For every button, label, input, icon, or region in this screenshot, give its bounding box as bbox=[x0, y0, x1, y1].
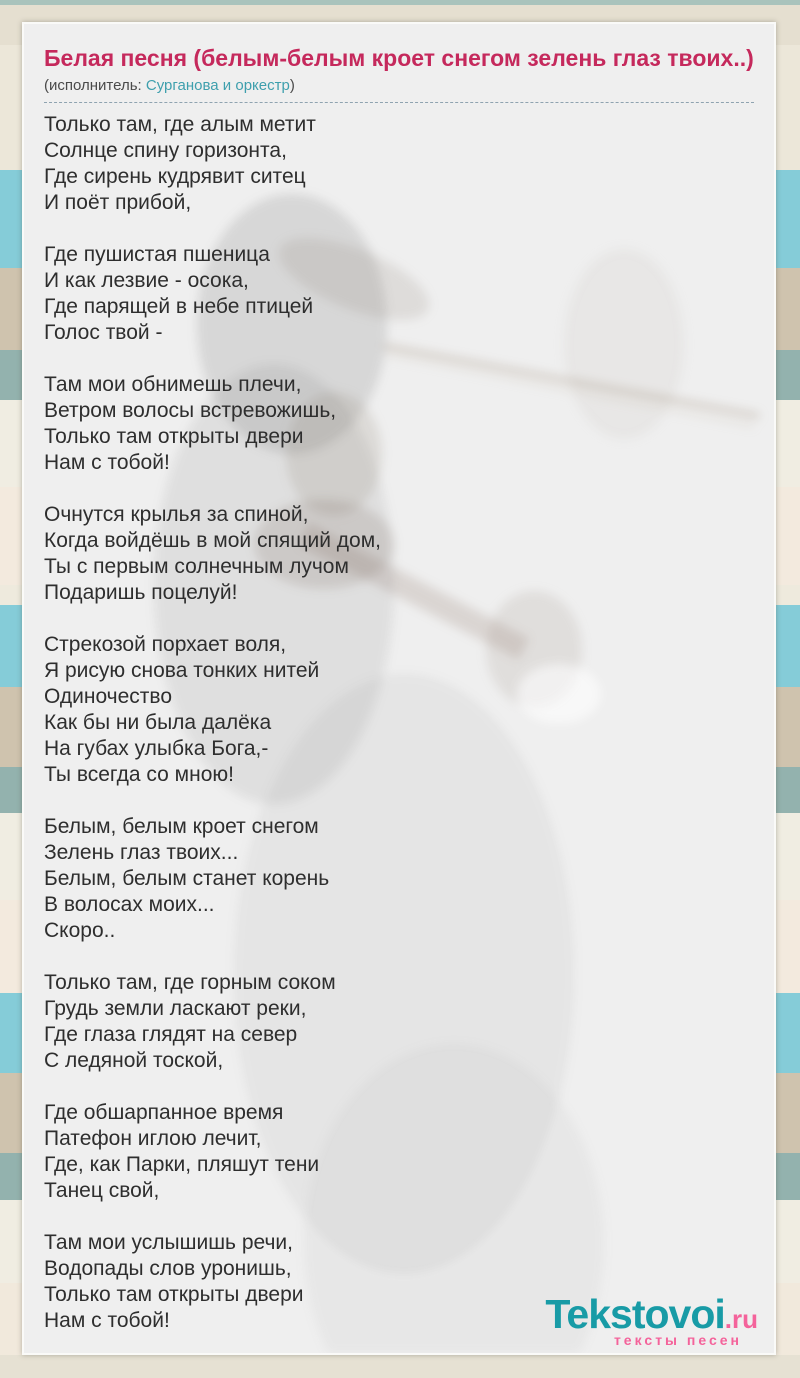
lyrics-stanza: Только там, где алым метит Солнце спину горизонта, Где сирень кудрявит ситец И поёт прибой, bbox=[44, 113, 316, 214]
lyrics-card bbox=[22, 22, 776, 1355]
logo-text: Tekstovoi bbox=[545, 1291, 725, 1337]
lyrics-stanza: Белым, белым кроет снегом Зелень глаз твоих... Белым, белым станет корень В волосах моих... Скоро.. bbox=[44, 815, 330, 942]
lyrics-stanza: Стрекозой порхает воля, Я рисую снова тонких нитей Одиночество Как бы ни была далёка На губах улыбка Бога,- Ты всегда со мною! bbox=[44, 633, 320, 786]
logo-tagline: тексты песен bbox=[613, 1332, 742, 1348]
logo-tld: .ru bbox=[724, 1304, 758, 1334]
lyrics-stanza: Там мои услышишь речи, Водопады слов уронишь, Только там открыты двери Нам с тобой! bbox=[44, 1231, 304, 1332]
lyrics-stanza: Где обшарпанное время Патефон иглою лечит, Где, как Парки, пляшут тени Танец свой, bbox=[44, 1101, 320, 1202]
artist-line bbox=[44, 74, 754, 103]
artist-suffix: ) bbox=[289, 77, 295, 94]
artist-link[interactable]: Сурганова и оркестр bbox=[145, 77, 290, 94]
tekstovoi-logo[interactable] bbox=[545, 1291, 758, 1349]
lyrics-text bbox=[44, 103, 754, 1334]
song-title: Белая песня (белым-белым кроет снегом зелень глаз твоих..) bbox=[44, 45, 754, 71]
lyrics-stanza: Только там, где горным соком Грудь земли ласкают реки, Где глаза глядят на север С ледяной тоской, bbox=[44, 971, 336, 1072]
lyrics-stanza: Очнутся крылья за спиной, Когда войдёшь в мой спящий дом, Ты с первым солнечным лучом Подаришь поцелуй! bbox=[44, 503, 381, 604]
artist-prefix: (исполнитель: bbox=[44, 77, 146, 94]
lyrics-stanza: Где пушистая пшеница И как лезвие - осока, Где парящей в небе птицей Голос твой - bbox=[44, 243, 314, 344]
lyrics-stanza: Там мои обнимешь плечи, Ветром волосы встревожишь, Только там открыты двери Нам с тобой! bbox=[44, 373, 337, 474]
